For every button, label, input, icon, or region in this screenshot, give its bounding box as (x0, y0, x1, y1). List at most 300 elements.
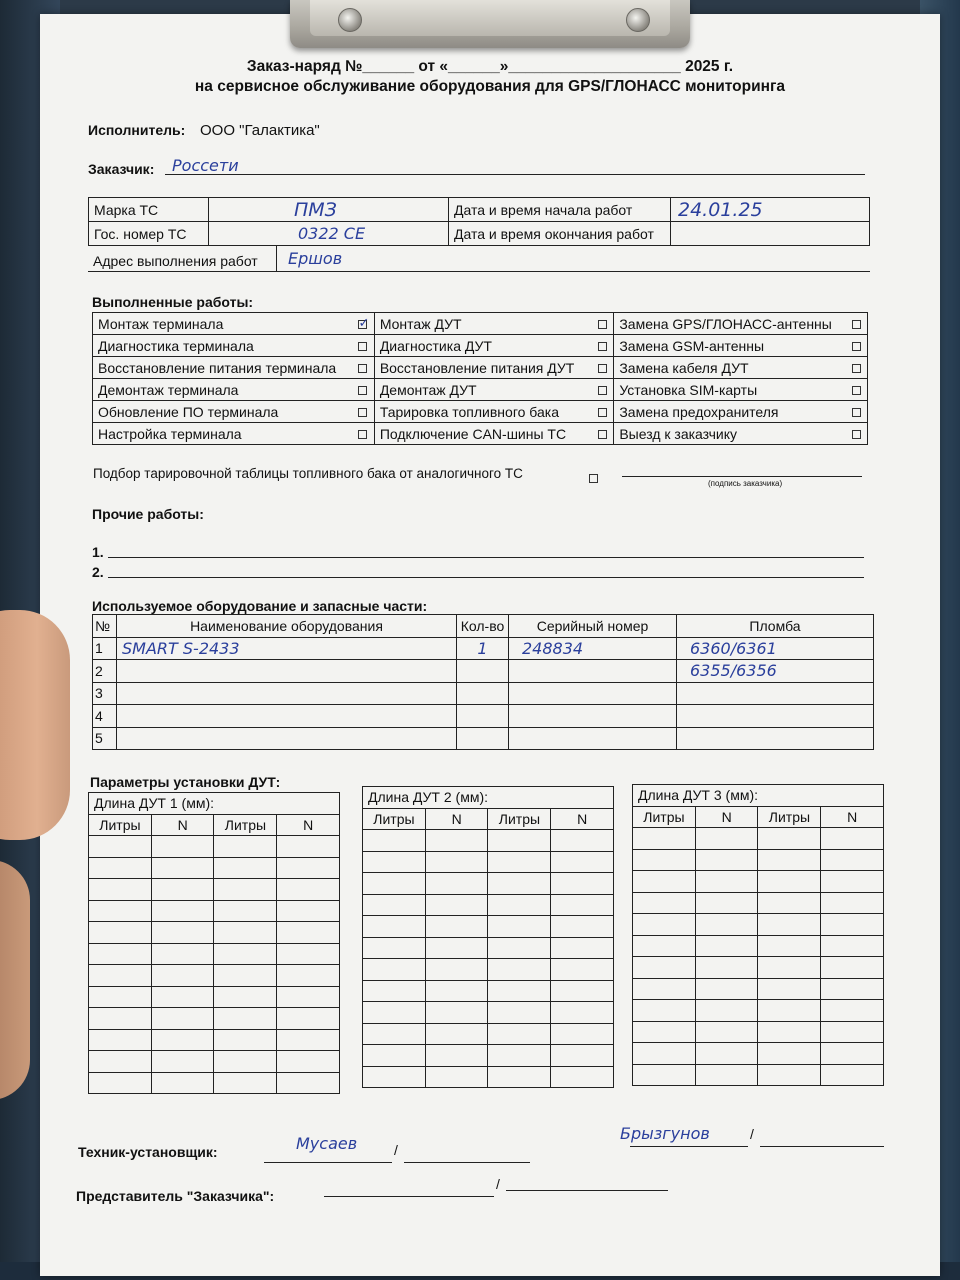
executor-value: ООО "Галактика" (200, 122, 320, 139)
dut-cell[interactable] (89, 922, 152, 944)
dut-cell[interactable] (695, 914, 758, 936)
representative-separator: / (496, 1176, 500, 1192)
dut-cell[interactable] (89, 986, 152, 1008)
dut-cell[interactable] (363, 873, 426, 895)
equip-row-number: 2 (95, 662, 103, 679)
dut-cell[interactable] (551, 1023, 614, 1045)
dut-cell[interactable] (633, 1064, 696, 1086)
work-checkbox[interactable] (358, 320, 367, 329)
work-checkbox[interactable] (358, 364, 367, 373)
dut-cell[interactable] (277, 986, 340, 1008)
equip-row-serial: 248834 (522, 638, 584, 658)
dut-cell[interactable] (151, 836, 214, 858)
equip-row-qty-cell (457, 682, 509, 705)
customer-signature-line (622, 476, 862, 477)
dut-cell[interactable] (821, 828, 884, 850)
work-checkbox[interactable] (852, 320, 861, 329)
tank-table-checkbox[interactable] (589, 474, 598, 483)
dut-row (363, 894, 614, 916)
order-title: Заказ-наряд №______ от «______»____________________ 2025 г. (246, 58, 734, 75)
work-checkbox[interactable] (852, 430, 861, 439)
dut-row (633, 1021, 884, 1043)
equip-row-number-cell (93, 637, 117, 660)
dut-cell[interactable] (633, 849, 696, 871)
dut-cell[interactable] (488, 980, 551, 1002)
work-checkbox[interactable] (598, 408, 607, 417)
equip-row-number-cell (93, 682, 117, 705)
dut-cell[interactable] (488, 1023, 551, 1045)
dut-row (363, 830, 614, 852)
work-checkbox-cell (845, 313, 867, 335)
dut-cell[interactable] (277, 922, 340, 944)
dut-col-header: N (551, 808, 614, 830)
dut-cell[interactable] (214, 922, 277, 944)
dut-cell[interactable] (89, 857, 152, 879)
dut-cell[interactable] (89, 943, 152, 965)
dut-cell[interactable] (758, 1021, 821, 1043)
dut-cell[interactable] (425, 937, 488, 959)
dut-table-title: Длина ДУТ 3 (мм): (633, 785, 884, 807)
work-checkbox-cell (352, 423, 374, 445)
work-checkbox[interactable] (852, 408, 861, 417)
dut-cell[interactable] (214, 857, 277, 879)
dut-row (89, 900, 340, 922)
dut-cell[interactable] (363, 959, 426, 981)
start-label: Дата и время начала работ (449, 198, 671, 222)
dut-row (363, 959, 614, 981)
dut-cell[interactable] (488, 1045, 551, 1067)
dut-col-header: Литры (214, 814, 277, 836)
equip-row-qty-cell (457, 727, 509, 750)
brand-label: Марка ТС (89, 198, 209, 222)
dut-row (89, 879, 340, 901)
dut-cell[interactable] (151, 857, 214, 879)
dut-cell[interactable] (633, 935, 696, 957)
dut-cell[interactable] (425, 1023, 488, 1045)
dut-cell[interactable] (363, 937, 426, 959)
dut-cell[interactable] (363, 1066, 426, 1088)
dut-cell[interactable] (488, 894, 551, 916)
equip-row-serial-cell (509, 705, 677, 728)
dut-cell[interactable] (551, 1066, 614, 1088)
dut-cell[interactable] (277, 1029, 340, 1051)
dut-cell[interactable] (151, 943, 214, 965)
dut-cell[interactable] (695, 935, 758, 957)
work-checkbox-cell (845, 423, 867, 445)
dut-cell[interactable] (758, 849, 821, 871)
dut-cell[interactable] (214, 900, 277, 922)
dut-cell[interactable] (151, 922, 214, 944)
work-checkbox[interactable] (598, 320, 607, 329)
dut-cell[interactable] (214, 943, 277, 965)
dut-cell[interactable] (151, 1072, 214, 1094)
dut-cell[interactable] (89, 1072, 152, 1094)
equipment-row (93, 637, 874, 660)
work-checkbox-cell (592, 423, 614, 445)
dut-table-title: Длина ДУТ 1 (мм): (89, 793, 340, 815)
dut-row (363, 873, 614, 895)
equip-row-qty-cell (457, 660, 509, 683)
dut-cell[interactable] (363, 980, 426, 1002)
work-label: Подключение CAN-шины ТС (374, 423, 591, 445)
end-label: Дата и время окончания работ (449, 222, 671, 246)
dut-row (363, 937, 614, 959)
dut-cell[interactable] (277, 1051, 340, 1073)
dut-cell[interactable] (695, 828, 758, 850)
work-checkbox-cell (592, 401, 614, 423)
dut-col-header: N (425, 808, 488, 830)
dut-cell[interactable] (214, 836, 277, 858)
equipment-row (93, 705, 874, 728)
work-checkbox-cell (352, 401, 374, 423)
other-work-1-label: 1. (92, 544, 104, 560)
works-row (93, 313, 868, 335)
dut-cell[interactable] (633, 871, 696, 893)
address-divider (276, 246, 277, 272)
dut-cell[interactable] (425, 873, 488, 895)
equip-row-number: 4 (95, 707, 103, 724)
dut-cell[interactable] (363, 1045, 426, 1067)
dut-cell[interactable] (425, 1066, 488, 1088)
dut-row (89, 857, 340, 879)
work-label: Монтаж ДУТ (374, 313, 591, 335)
dut-cell[interactable] (488, 916, 551, 938)
dut-cell[interactable] (821, 1043, 884, 1065)
dut-cell[interactable] (821, 871, 884, 893)
work-label: Обновление ПО терминала (93, 401, 353, 423)
dut-cell[interactable] (151, 900, 214, 922)
dut-cell[interactable] (363, 1002, 426, 1024)
dut-cell[interactable] (488, 851, 551, 873)
technician-separator: / (394, 1142, 398, 1158)
works-title: Выполненные работы: (92, 294, 254, 310)
work-label: Монтаж терминала (93, 313, 353, 335)
work-label: Восстановление питания ДУТ (374, 357, 591, 379)
dut-row (633, 957, 884, 979)
dut-cell[interactable] (425, 1045, 488, 1067)
address-label: Адрес выполнения работ (93, 253, 258, 269)
dut-cell[interactable] (695, 978, 758, 1000)
work-checkbox[interactable] (598, 364, 607, 373)
dut-cell[interactable] (488, 937, 551, 959)
dut-cell[interactable] (821, 1000, 884, 1022)
dut-cell[interactable] (695, 892, 758, 914)
dut-cell[interactable] (488, 1002, 551, 1024)
equip-row-number: 5 (95, 730, 103, 747)
dut-cell[interactable] (488, 830, 551, 852)
dut-cell[interactable] (758, 1043, 821, 1065)
dut-cell[interactable] (89, 1008, 152, 1030)
dut-col-header: N (277, 814, 340, 836)
work-checkbox[interactable] (852, 364, 861, 373)
start-value-cell (671, 198, 870, 222)
work-checkbox-cell (352, 379, 374, 401)
dut-row (633, 871, 884, 893)
dut-cell[interactable] (363, 916, 426, 938)
dut-cell[interactable] (695, 849, 758, 871)
dut-col-header: Литры (758, 806, 821, 828)
dut-cell[interactable] (758, 1000, 821, 1022)
dut-cell[interactable] (695, 1043, 758, 1065)
start-value: 24.01.25 (678, 198, 763, 221)
dut-cell[interactable] (89, 1051, 152, 1073)
dut-cell[interactable] (425, 959, 488, 981)
dut-col-header: Литры (488, 808, 551, 830)
work-checkbox-cell (845, 379, 867, 401)
dut-cell[interactable] (758, 828, 821, 850)
other-work-2-label: 2. (92, 564, 104, 580)
dut-col-header: Литры (89, 814, 152, 836)
dut-cell[interactable] (821, 892, 884, 914)
equip-row-number: 3 (95, 685, 103, 702)
works-row (93, 335, 868, 357)
dut-cell[interactable] (821, 957, 884, 979)
dut-cell[interactable] (695, 1000, 758, 1022)
dut-cell[interactable] (695, 1021, 758, 1043)
dut-cell[interactable] (425, 980, 488, 1002)
dut-cell[interactable] (551, 894, 614, 916)
dut-cell[interactable] (633, 892, 696, 914)
equipment-row (93, 682, 874, 705)
dut-cell[interactable] (363, 1023, 426, 1045)
dut-row (633, 935, 884, 957)
dut-cell[interactable] (758, 957, 821, 979)
equip-row-seal-cell (677, 660, 874, 683)
dut-cell[interactable] (551, 916, 614, 938)
dut-row (633, 892, 884, 914)
executor-label: Исполнитель: (88, 122, 186, 138)
dut-cell[interactable] (633, 978, 696, 1000)
dut-cell[interactable] (821, 1064, 884, 1086)
work-checkbox[interactable] (358, 342, 367, 351)
dut-cell[interactable] (214, 879, 277, 901)
dut-cell[interactable] (214, 1051, 277, 1073)
dut-cell[interactable] (758, 1064, 821, 1086)
dut-cell[interactable] (89, 900, 152, 922)
dut-cell[interactable] (758, 978, 821, 1000)
dut-cell[interactable] (425, 916, 488, 938)
dut-cell[interactable] (488, 873, 551, 895)
dut-cell[interactable] (425, 830, 488, 852)
dut-cell[interactable] (551, 851, 614, 873)
dut-cell[interactable] (633, 1043, 696, 1065)
works-row (93, 379, 868, 401)
end-value (671, 222, 870, 246)
work-label: Диагностика терминала (93, 335, 353, 357)
dut-cell[interactable] (633, 914, 696, 936)
equip-row-name-cell (117, 705, 457, 728)
work-label: Восстановление питания терминала (93, 357, 353, 379)
dut-row (363, 1023, 614, 1045)
dut-cell[interactable] (363, 830, 426, 852)
work-label: Выезд к заказчику (614, 423, 845, 445)
equipment-row (93, 727, 874, 750)
equip-row-seal-cell (677, 727, 874, 750)
work-checkbox[interactable] (358, 408, 367, 417)
dut-cell[interactable] (695, 871, 758, 893)
address-value: Ершов (288, 249, 343, 268)
dut-row (363, 980, 614, 1002)
work-checkbox[interactable] (852, 342, 861, 351)
dut-row (363, 916, 614, 938)
dut-cell[interactable] (89, 879, 152, 901)
work-checkbox[interactable] (598, 386, 607, 395)
dut-cell[interactable] (633, 828, 696, 850)
dut-row (89, 1008, 340, 1030)
equip-row-seal: 6355/6356 (690, 661, 777, 681)
equip-row-number-cell (93, 727, 117, 750)
dut-cell[interactable] (633, 957, 696, 979)
equip-row-seal-cell (677, 705, 874, 728)
dut-cell[interactable] (151, 1029, 214, 1051)
customer-label: Заказчик: (88, 161, 155, 177)
dut-cell[interactable] (363, 894, 426, 916)
dut-row (633, 1043, 884, 1065)
dut-cell[interactable] (151, 879, 214, 901)
representative-line-2 (760, 1146, 884, 1147)
equip-row-seal-cell (677, 637, 874, 660)
dut-cell[interactable] (214, 1029, 277, 1051)
equip-header-qty: Кол-во (457, 615, 509, 638)
dut-cell[interactable] (551, 1002, 614, 1024)
work-checkbox[interactable] (598, 430, 607, 439)
work-checkbox-cell (592, 313, 614, 335)
dut-cell[interactable] (363, 851, 426, 873)
dut-row (633, 1000, 884, 1022)
hand-finger (0, 860, 30, 1100)
dut-cell[interactable] (277, 836, 340, 858)
works-row (93, 423, 868, 445)
dut-cell[interactable] (214, 986, 277, 1008)
equip-row-qty-cell (457, 637, 509, 660)
works-row (93, 357, 868, 379)
work-checkbox[interactable] (852, 386, 861, 395)
work-checkbox-cell (845, 401, 867, 423)
dut-row (89, 1072, 340, 1094)
plate-value: 0322 СЕ (298, 224, 366, 243)
dut-cell[interactable] (488, 1066, 551, 1088)
dut-title: Параметры установки ДУТ: (90, 774, 281, 790)
clip-rivet-right (626, 8, 650, 32)
other-work-1-line (108, 557, 864, 558)
dut-cell[interactable] (214, 965, 277, 987)
dut-cell[interactable] (551, 937, 614, 959)
equip-row-serial-cell (509, 682, 677, 705)
dut-col-header: Литры (363, 808, 426, 830)
dut-cell[interactable] (151, 1008, 214, 1030)
dut-cell[interactable] (695, 1064, 758, 1086)
dut-cell[interactable] (277, 900, 340, 922)
dut-cell[interactable] (277, 1008, 340, 1030)
dut-cell[interactable] (695, 957, 758, 979)
equip-row-number-cell (93, 705, 117, 728)
dut-cell[interactable] (277, 943, 340, 965)
tank-table-label: Подбор тарировочной таблицы топливного бака от аналогичного ТС (93, 466, 523, 481)
dut-row (363, 1045, 614, 1067)
dut-cell[interactable] (821, 914, 884, 936)
dut-cell[interactable] (277, 965, 340, 987)
dut-row (89, 836, 340, 858)
work-label: Замена GPS/ГЛОНАСС-антенны (614, 313, 845, 335)
dut-cell[interactable] (151, 1051, 214, 1073)
dut-cell[interactable] (551, 1045, 614, 1067)
other-work-2-line (108, 577, 864, 578)
dut-cell[interactable] (821, 849, 884, 871)
work-label: Тарировка топливного бака (374, 401, 591, 423)
dut-cell[interactable] (758, 892, 821, 914)
clipboard-clip-plate (310, 0, 670, 36)
dut-cell[interactable] (551, 959, 614, 981)
representative-signature: Брызгунов (620, 1124, 710, 1143)
dut-cell[interactable] (425, 851, 488, 873)
dut-cell[interactable] (633, 1021, 696, 1043)
dut-col-header: N (695, 806, 758, 828)
work-checkbox[interactable] (598, 342, 607, 351)
brand-value: ПМЗ (294, 198, 337, 221)
dut-cell[interactable] (758, 914, 821, 936)
dut-cell[interactable] (277, 857, 340, 879)
dut-row (363, 1066, 614, 1088)
signature-caption: (подпись заказчика) (708, 479, 783, 488)
representative-separator-top: / (750, 1126, 754, 1142)
work-checkbox-cell (845, 357, 867, 379)
work-checkbox-cell (845, 335, 867, 357)
dut-cell[interactable] (425, 894, 488, 916)
dut-cell[interactable] (425, 1002, 488, 1024)
work-order-sheet (40, 14, 940, 1276)
dut-row (89, 1051, 340, 1073)
work-label: Диагностика ДУТ (374, 335, 591, 357)
dut-cell[interactable] (821, 978, 884, 1000)
dut-cell[interactable] (151, 965, 214, 987)
technician-signature: Мусаев (296, 1134, 358, 1153)
dut-cell[interactable] (151, 986, 214, 1008)
equip-row-seal: 6360/6361 (690, 638, 777, 658)
work-label: Демонтаж ДУТ (374, 379, 591, 401)
dut-row (363, 1002, 614, 1024)
dut-cell[interactable] (551, 830, 614, 852)
work-checkbox[interactable] (358, 430, 367, 439)
dut-cell[interactable] (633, 1000, 696, 1022)
vehicle-table (88, 197, 870, 246)
dut-cell[interactable] (277, 1072, 340, 1094)
dut-cell[interactable] (89, 836, 152, 858)
dut-cell[interactable] (89, 1029, 152, 1051)
dut-cell[interactable] (214, 1008, 277, 1030)
equip-row-qty: 1 (477, 638, 488, 658)
dut-table-3 (632, 784, 884, 1086)
dut-cell[interactable] (821, 935, 884, 957)
customer-line (165, 174, 865, 175)
representative-line-1 (630, 1146, 748, 1147)
work-checkbox[interactable] (358, 386, 367, 395)
dut-cell[interactable] (551, 873, 614, 895)
dut-cell[interactable] (488, 959, 551, 981)
dut-col-header: N (821, 806, 884, 828)
customer-value: Россети (172, 156, 239, 175)
dut-cell[interactable] (277, 879, 340, 901)
dut-cell[interactable] (758, 871, 821, 893)
technician-label: Техник-установщик: (78, 1144, 218, 1160)
dut-cell[interactable] (821, 1021, 884, 1043)
dut-cell[interactable] (551, 980, 614, 1002)
dut-cell[interactable] (214, 1072, 277, 1094)
technician-line-2 (404, 1162, 530, 1163)
dut-row (633, 1064, 884, 1086)
dut-cell[interactable] (758, 935, 821, 957)
dut-table-1 (88, 792, 340, 1094)
dut-cell[interactable] (89, 965, 152, 987)
